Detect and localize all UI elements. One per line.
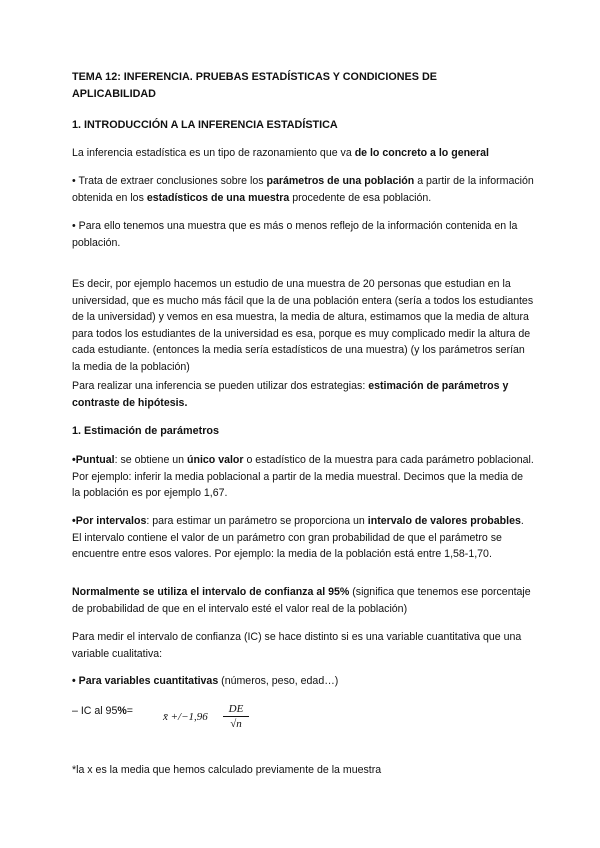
formula-numerator: DE: [223, 703, 249, 717]
paragraph-text: La inferencia estadística es un tipo de razonamiento que va: [72, 147, 355, 159]
formula-denominator: √n: [230, 718, 242, 730]
footnote: *la x es la media que hemos calculado previamente de la muestra: [72, 764, 382, 776]
title-line-1: TEMA 12: INFERENCIA. PRUEBAS ESTADÍSTICAS Y CONDICIONES DE: [72, 71, 437, 83]
bullet-muestra: • Para ello tenemos una muestra que es más o menos reflejo de la información contenida en la población.: [72, 220, 518, 249]
paragraph-bold: intervalo de valores probables: [367, 515, 521, 527]
formula-fraction: [223, 703, 249, 731]
paragraph-medir-ic: Para medir el intervalo de confianza (IC) se hace distinto si es una variable cuantitativa que una variable cualitativa:: [72, 631, 522, 660]
bullet-bold: • Para variables cuantitativas: [72, 675, 219, 687]
bullet-bold: parámetros de una población: [266, 175, 415, 187]
paragraph-text: : para estimar un parámetro se proporciona un: [146, 515, 368, 527]
bullet-text: (números, peso, edad…): [218, 675, 339, 687]
paragraph-bold: único valor: [187, 454, 244, 466]
paragraph-bold: Normalmente se utiliza el intervalo de confianza al 95%: [72, 586, 350, 598]
bullet-cuantitativas: [72, 673, 534, 690]
paragraph-bold: estimación de parámetros y contraste de hipótesis.: [72, 380, 509, 409]
paragraph-text: : se obtiene un: [114, 454, 188, 466]
formula-prefix: x̄ +/−1,96: [163, 711, 208, 723]
ic-label-equals: =: [126, 705, 133, 717]
paragraph-confianza: [72, 584, 534, 617]
bullet-text: a partir de la información obtenida en los: [72, 175, 534, 204]
ic-label: [72, 703, 133, 720]
bullet-conclusiones: [72, 173, 534, 206]
ic-formula-row: [72, 703, 534, 743]
bullet-text: • Trata de extraer conclusiones sobre los: [72, 175, 267, 187]
paragraph-text: . El intervalo contiene el valor de un parámetro con gran probabilidad de que el parámetro se encuentre entre esos valores. Por ejemplo: la media de la población está entre 1,58-1,70.: [72, 515, 524, 560]
paragraph-bold: •Puntual: [72, 454, 115, 466]
document-title: [72, 69, 534, 102]
paragraph-bold: de lo concreto a lo general: [354, 147, 489, 159]
bullet-text: procedente de esa población.: [289, 191, 432, 204]
paragraph-estrategias: [72, 378, 534, 411]
paragraph-bold: •Por intervalos: [72, 515, 147, 527]
paragraph-puntual: [72, 452, 534, 502]
title-line-2: APLICABILIDAD: [72, 87, 156, 100]
section-heading-introduccion: 1. INTRODUCCIÓN A LA INFERENCIA ESTADÍSTICA: [72, 119, 338, 131]
paragraph-text: Para realizar una inferencia se pueden utilizar dos estrategias:: [72, 380, 369, 392]
paragraph-definicion: [72, 145, 534, 162]
ic-label-text: – IC al 95: [72, 705, 118, 717]
paragraph-text: o estadístico de la muestra para cada parámetro poblacional. Por ejemplo: inferir la media poblacional a partir de la media muestral. Decimos que la media de la población es por ejemplo 1,67.: [72, 454, 534, 499]
paragraph-ejemplo: Es decir, por ejemplo hacemos un estudio de una muestra de 20 personas que estudian en la universidad, que es mucho más fácil que la de una población entera (sería a todos los estudiantes de la universidad) y vemos en esa muestra, la media de altura, estimamos que la media de altura para todos los estudiantes de la universidad es esa, porque es muy complicado medir la altura de cada estudiante. (entonces la media sería estadísticos de una muestra) (y los parámetros serían la media de la población): [72, 278, 534, 373]
ic-label-percent: %: [117, 705, 127, 717]
paragraph-text: (significa que tenemos ese porcentaje de probabilidad de que en el intervalo esté el valor real de la población): [72, 586, 531, 615]
paragraph-intervalos: [72, 513, 534, 563]
section-heading-estimacion: 1. Estimación de parámetros: [72, 425, 220, 437]
bullet-bold: estadísticos de una muestra: [146, 191, 290, 204]
